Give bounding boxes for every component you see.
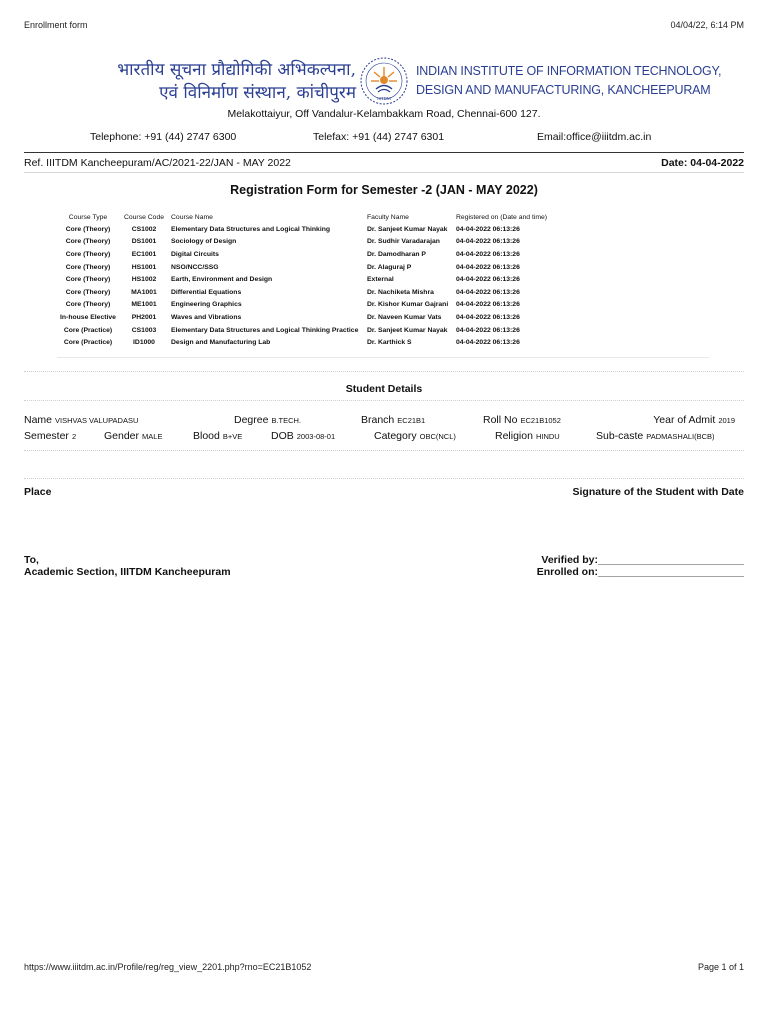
course-code: ME1001	[131, 301, 157, 309]
dotted-divider-4	[24, 478, 744, 479]
document-date: Date: 04-04-2022	[661, 157, 744, 169]
branch-label: Branch	[361, 414, 395, 426]
header-course-name: Course Name	[171, 213, 213, 221]
course-code: MA1001	[131, 288, 157, 296]
field-category	[374, 430, 456, 442]
course-code: DS1001	[131, 238, 157, 246]
print-footer-url: https://www.iiitdm.ac.in/Profile/reg/reg_view_2201.php?rno=EC21B1052	[24, 962, 312, 972]
religion-label: Religion	[495, 430, 533, 442]
category-value: OBC(NCL)	[419, 432, 456, 441]
degree-value: B.TECH.	[271, 416, 302, 425]
dotted-divider-3	[24, 450, 744, 451]
registered-on: 04-04-2022 06:13:26	[456, 225, 520, 233]
institute-english-line1: INDIAN INSTITUTE OF INFORMATION TECHNOLOGY,	[416, 64, 722, 78]
course-code: HS1001	[131, 263, 157, 271]
field-branch	[361, 414, 425, 426]
course-row	[57, 261, 568, 274]
course-row	[57, 336, 568, 349]
reference-number: Ref. IIITDM Kancheepuram/AC/2021-22/JAN - MAY 2022	[24, 157, 291, 169]
subcaste-value: PADMASHALI(BCB)	[646, 432, 715, 441]
course-row	[57, 311, 568, 324]
field-dob	[271, 430, 335, 442]
field-semester	[24, 430, 76, 442]
name-value: VISHVAS VALUPADASU	[55, 416, 139, 425]
subcaste-label: Sub-caste	[596, 430, 644, 442]
course-row	[57, 286, 568, 299]
table-bottom-rule	[57, 357, 709, 358]
place-label: Place	[24, 486, 52, 498]
field-gender	[104, 430, 162, 442]
header-faculty-name: Faculty Name	[367, 213, 409, 221]
ref-divider	[24, 172, 744, 173]
registered-on: 04-04-2022 06:13:26	[456, 276, 520, 284]
institute-address: Melakottaiyur, Off Vandalur-Kelambakkam Road, Chennai-600 127.	[227, 108, 541, 120]
dotted-divider-2	[24, 400, 744, 401]
signature-label: Signature of the Student with Date	[572, 486, 744, 498]
header-course-type: Course Type	[68, 213, 108, 221]
courses-table	[57, 211, 568, 349]
course-name: Elementary Data Structures and Logical Thinking Practice	[171, 326, 359, 334]
field-year-of-admit	[653, 414, 735, 426]
admit-value: 2019	[718, 416, 735, 425]
course-name: Sociology of Design	[171, 238, 237, 246]
course-code: CS1003	[131, 326, 157, 334]
registered-on: 04-04-2022 06:13:26	[456, 313, 520, 321]
rollno-label: Roll No	[483, 414, 518, 426]
course-code: HS1002	[131, 276, 157, 284]
header-registered-on: Registered on (Date and time)	[456, 213, 548, 221]
dob-label: DOB	[271, 430, 294, 442]
course-code: ID1000	[133, 339, 155, 347]
blood-value: B+VE	[222, 432, 243, 441]
courses-header-row	[57, 211, 568, 223]
verified-by: Verified by:_________________________	[541, 554, 744, 566]
semester-value: 2	[71, 432, 77, 441]
admit-label: Year of Admit	[653, 414, 716, 426]
course-code: CS1002	[131, 225, 157, 233]
course-name: Elementary Data Structures and Logical Thinking	[171, 225, 331, 233]
faculty-name: Dr. Naveen Kumar Vats	[367, 313, 442, 321]
faculty-name: Dr. Damodharan P	[367, 250, 426, 258]
course-row	[57, 236, 568, 249]
registered-on: 04-04-2022 06:13:26	[456, 263, 520, 271]
field-degree	[234, 414, 301, 426]
field-name	[24, 414, 138, 426]
course-type: Core (Theory)	[65, 288, 111, 296]
registered-on: 04-04-2022 06:13:26	[456, 250, 520, 258]
rollno-value: EC21B1052	[520, 416, 561, 425]
institute-name-hindi	[100, 59, 356, 105]
blood-label: Blood	[193, 430, 220, 442]
form-title: Registration Form for Semester -2 (JAN - MAY 2022)	[230, 183, 538, 197]
course-name: Engineering Graphics	[171, 301, 242, 309]
registered-on: 04-04-2022 06:13:26	[456, 339, 520, 347]
course-row	[57, 248, 568, 261]
degree-label: Degree	[234, 414, 269, 426]
course-type: Core (Theory)	[65, 225, 111, 233]
course-name: NSO/NCC/SSG	[171, 263, 219, 271]
registered-on: 04-04-2022 06:13:26	[456, 326, 520, 334]
course-type: Core (Theory)	[65, 301, 111, 309]
dotted-divider-1	[24, 371, 744, 372]
institute-hindi-line1: भारतीय सूचना प्रौद्योगिकी अभिकल्पना,	[117, 60, 356, 80]
gender-label: Gender	[104, 430, 140, 442]
course-name: Waves and Vibrations	[171, 313, 242, 321]
course-name: Earth, Environment and Design	[171, 276, 273, 284]
header-course-code: Course Code	[123, 213, 165, 221]
telephone: Telephone: +91 (44) 2747 6300	[90, 131, 237, 143]
course-type: Core (Theory)	[65, 250, 111, 258]
faculty-name: Dr. Sanjeet Kumar Nayak	[367, 225, 448, 233]
faculty-name: Dr. Sudhir Varadarajan	[367, 238, 440, 246]
faculty-name: Dr. Alaguraj P	[367, 263, 412, 271]
course-row	[57, 324, 568, 337]
gender-value: MALE	[142, 432, 163, 441]
institute-name-english	[416, 62, 721, 100]
field-religion	[495, 430, 560, 442]
header-divider	[24, 152, 744, 153]
course-type: Core (Practice)	[63, 339, 113, 347]
field-subcaste	[596, 430, 715, 442]
course-type: Core (Theory)	[65, 263, 111, 271]
course-type: Core (Theory)	[65, 238, 111, 246]
print-header-datetime: 04/04/22, 6:14 PM	[670, 20, 744, 30]
faculty-name: External	[367, 276, 394, 284]
course-row	[57, 273, 568, 286]
semester-label: Semester	[24, 430, 69, 442]
course-name: Differential Equations	[171, 288, 242, 296]
logo-text: IIITDM	[377, 96, 391, 101]
institute-hindi-line2: एवं विनिर्माण संस्थान, कांचीपुरम	[159, 83, 356, 103]
telefax: Telefax: +91 (44) 2747 6301	[313, 131, 445, 143]
registered-on: 04-04-2022 06:13:26	[456, 301, 520, 309]
academic-section: Academic Section, IIITDM Kancheepuram	[24, 566, 231, 578]
faculty-name: Dr. Kishor Kumar Gajrani	[367, 301, 449, 309]
to-label: To,	[24, 554, 39, 566]
faculty-name: Dr. Nachiketa Mishra	[367, 288, 434, 296]
course-code: EC1001	[131, 250, 157, 258]
course-name: Digital Circuits	[171, 250, 219, 258]
course-type: Core (Practice)	[63, 326, 113, 334]
email: Email:office@iiitdm.ac.in	[537, 131, 652, 143]
course-code: PH2001	[131, 313, 157, 321]
registered-on: 04-04-2022 06:13:26	[456, 288, 520, 296]
religion-value: HINDU	[535, 432, 560, 441]
faculty-name: Dr. Sanjeet Kumar Nayak	[367, 326, 448, 334]
course-type: Core (Theory)	[65, 276, 111, 284]
student-details-title: Student Details	[345, 383, 423, 395]
institute-english-line2: DESIGN AND MANUFACTURING, KANCHEEPURAM	[416, 83, 711, 97]
institute-logo-icon	[359, 56, 409, 106]
field-roll-no	[483, 414, 561, 426]
registered-on: 04-04-2022 06:13:26	[456, 238, 520, 246]
enrolled-on: Enrolled on:_________________________	[536, 566, 744, 578]
faculty-name: Dr. Karthick S	[367, 339, 412, 347]
branch-value: EC21B1	[397, 416, 426, 425]
print-footer-page: Page 1 of 1	[697, 962, 744, 972]
course-name: Design and Manufacturing Lab	[171, 339, 271, 347]
field-blood	[193, 430, 242, 442]
name-label: Name	[24, 414, 53, 426]
category-label: Category	[374, 430, 417, 442]
dob-value: 2003-08-01	[296, 432, 336, 441]
print-header-title: Enrollment form	[24, 20, 88, 30]
course-row	[57, 223, 568, 236]
course-row	[57, 299, 568, 312]
course-type: In-house Elective	[60, 313, 116, 321]
